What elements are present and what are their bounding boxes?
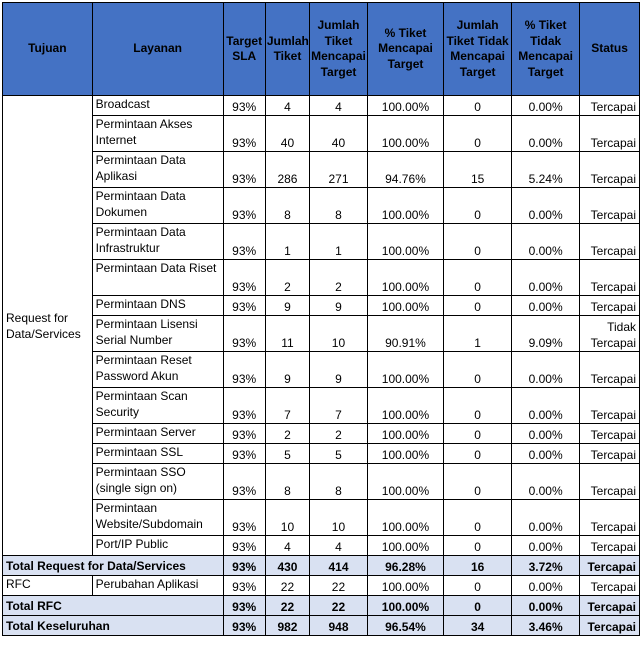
- tidak-cell: 0: [444, 260, 512, 296]
- sla-table: [2, 2, 640, 636]
- pct-mencapai-cell: 100.00%: [367, 224, 443, 260]
- total-rfc-row: [3, 596, 640, 616]
- pct-tidak-cell: 0.00%: [512, 464, 580, 500]
- sla-cell: 93%: [223, 388, 265, 424]
- tujuan-request: Request for Data/Services: [3, 96, 93, 556]
- tidak-cell: 0: [444, 116, 512, 152]
- pct-mencapai-cell: 100.00%: [367, 500, 443, 536]
- jumlah-cell: 22: [265, 576, 309, 596]
- sla-cell: 93%: [223, 596, 265, 616]
- pct-mencapai-cell: 94.76%: [367, 152, 443, 188]
- mencapai-cell: 1: [310, 224, 368, 260]
- sla-cell: 93%: [223, 556, 265, 576]
- header-pct-mencapai: % Tiket Mencapai Target: [367, 3, 443, 96]
- tidak-cell: 0: [444, 96, 512, 116]
- status-cell: Tercapai: [580, 576, 640, 596]
- mencapai-cell: 40: [310, 116, 368, 152]
- pct-tidak-cell: 0.00%: [512, 536, 580, 556]
- mencapai-cell: 22: [310, 596, 368, 616]
- jumlah-cell: 1: [265, 224, 309, 260]
- jumlah-cell: 7: [265, 388, 309, 424]
- table-row: [3, 224, 640, 260]
- jumlah-cell: 982: [265, 616, 309, 636]
- header-layanan: Layanan: [92, 3, 223, 96]
- total-request-row: [3, 556, 640, 576]
- layanan-cell: Permintaan Scan Security: [92, 388, 223, 424]
- status-cell: Tercapai: [580, 388, 640, 424]
- tidak-cell: 0: [444, 224, 512, 260]
- pct-tidak-cell: 0.00%: [512, 596, 580, 616]
- sla-cell: 93%: [223, 260, 265, 296]
- status-cell: Tercapai: [580, 596, 640, 616]
- table-row: [3, 116, 640, 152]
- table-row: [3, 576, 640, 596]
- total-label: Total RFC: [3, 596, 224, 616]
- tidak-cell: 0: [444, 296, 512, 316]
- pct-tidak-cell: 0.00%: [512, 188, 580, 224]
- pct-tidak-cell: 0.00%: [512, 224, 580, 260]
- tidak-cell: 0: [444, 188, 512, 224]
- layanan-cell: Permintaan Data Riset: [92, 260, 223, 296]
- layanan-cell: Permintaan Reset Password Akun: [92, 352, 223, 388]
- table-row: [3, 352, 640, 388]
- status-cell: Tercapai: [580, 96, 640, 116]
- tidak-cell: 16: [444, 556, 512, 576]
- table-row: [3, 96, 640, 116]
- table-row: [3, 296, 640, 316]
- mencapai-cell: 10: [310, 316, 368, 352]
- pct-mencapai-cell: 100.00%: [367, 596, 443, 616]
- status-cell: Tercapai: [580, 444, 640, 464]
- layanan-cell: Permintaan DNS: [92, 296, 223, 316]
- tidak-cell: 0: [444, 444, 512, 464]
- jumlah-cell: 9: [265, 352, 309, 388]
- pct-mencapai-cell: 100.00%: [367, 424, 443, 444]
- pct-tidak-cell: 0.00%: [512, 260, 580, 296]
- header-status: Status: [580, 3, 640, 96]
- jumlah-cell: 9: [265, 296, 309, 316]
- sla-cell: 93%: [223, 224, 265, 260]
- pct-mencapai-cell: 100.00%: [367, 352, 443, 388]
- pct-mencapai-cell: 100.00%: [367, 536, 443, 556]
- tidak-cell: 0: [444, 352, 512, 388]
- layanan-cell: Permintaan Website/Subdomain: [92, 500, 223, 536]
- pct-tidak-cell: 0.00%: [512, 444, 580, 464]
- jumlah-cell: 22: [265, 596, 309, 616]
- tidak-cell: 1: [444, 316, 512, 352]
- pct-tidak-cell: 0.00%: [512, 576, 580, 596]
- jumlah-cell: 4: [265, 536, 309, 556]
- table-row: [3, 388, 640, 424]
- status-cell: Tercapai: [580, 556, 640, 576]
- layanan-cell: Permintaan Server: [92, 424, 223, 444]
- jumlah-cell: 8: [265, 188, 309, 224]
- mencapai-cell: 5: [310, 444, 368, 464]
- pct-tidak-cell: 9.09%: [512, 316, 580, 352]
- status-cell: Tercapai: [580, 116, 640, 152]
- tidak-cell: 0: [444, 388, 512, 424]
- tidak-cell: 0: [444, 536, 512, 556]
- header-jumlah-tiket: Jumlah Tiket: [265, 3, 309, 96]
- sla-cell: 93%: [223, 464, 265, 500]
- mencapai-cell: 414: [310, 556, 368, 576]
- sla-cell: 93%: [223, 536, 265, 556]
- header-jumlah-mencapai: Jumlah Tiket Mencapai Target: [310, 3, 368, 96]
- jumlah-cell: 2: [265, 260, 309, 296]
- pct-mencapai-cell: 100.00%: [367, 116, 443, 152]
- tidak-cell: 34: [444, 616, 512, 636]
- tujuan-rfc: RFC: [3, 576, 93, 596]
- layanan-cell: Port/IP Public: [92, 536, 223, 556]
- header-row: [3, 3, 640, 96]
- mencapai-cell: 22: [310, 576, 368, 596]
- total-label: Total Request for Data/Services: [3, 556, 224, 576]
- table-row: [3, 444, 640, 464]
- status-cell: Tercapai: [580, 296, 640, 316]
- status-cell: Tercapai: [580, 224, 640, 260]
- layanan-cell: Perubahan Aplikasi: [92, 576, 223, 596]
- pct-mencapai-cell: 100.00%: [367, 576, 443, 596]
- status-cell: Tercapai: [580, 464, 640, 500]
- status-cell: Tercapai: [580, 188, 640, 224]
- layanan-cell: Permintaan Lisensi Serial Number: [92, 316, 223, 352]
- total-label: Total Keseluruhan: [3, 616, 224, 636]
- status-cell: Tercapai: [580, 260, 640, 296]
- mencapai-cell: 2: [310, 260, 368, 296]
- layanan-cell: Permintaan Akses Internet: [92, 116, 223, 152]
- jumlah-cell: 10: [265, 500, 309, 536]
- table-row: [3, 464, 640, 500]
- status-cell: Tercapai: [580, 500, 640, 536]
- pct-tidak-cell: 5.24%: [512, 152, 580, 188]
- pct-mencapai-cell: 90.91%: [367, 316, 443, 352]
- jumlah-cell: 286: [265, 152, 309, 188]
- pct-tidak-cell: 0.00%: [512, 500, 580, 536]
- tidak-cell: 0: [444, 500, 512, 536]
- jumlah-cell: 5: [265, 444, 309, 464]
- status-cell: Tercapai: [580, 424, 640, 444]
- mencapai-cell: 10: [310, 500, 368, 536]
- pct-tidak-cell: 0.00%: [512, 388, 580, 424]
- pct-tidak-cell: 3.72%: [512, 556, 580, 576]
- layanan-cell: Broadcast: [92, 96, 223, 116]
- sla-cell: 93%: [223, 576, 265, 596]
- status-cell: Tercapai: [580, 616, 640, 636]
- jumlah-cell: 430: [265, 556, 309, 576]
- pct-tidak-cell: 0.00%: [512, 296, 580, 316]
- pct-mencapai-cell: 100.00%: [367, 260, 443, 296]
- layanan-cell: Permintaan Data Aplikasi: [92, 152, 223, 188]
- table-row: [3, 316, 640, 352]
- header-tujuan: Tujuan: [3, 3, 93, 96]
- header-pct-tidak: % Tiket Tidak Mencapai Target: [512, 3, 580, 96]
- pct-mencapai-cell: 100.00%: [367, 464, 443, 500]
- pct-tidak-cell: 0.00%: [512, 116, 580, 152]
- sla-cell: 93%: [223, 352, 265, 388]
- pct-tidak-cell: 0.00%: [512, 352, 580, 388]
- sla-cell: 93%: [223, 424, 265, 444]
- pct-mencapai-cell: 100.00%: [367, 188, 443, 224]
- mencapai-cell: 4: [310, 96, 368, 116]
- mencapai-cell: 9: [310, 352, 368, 388]
- sla-cell: 93%: [223, 444, 265, 464]
- pct-mencapai-cell: 96.54%: [367, 616, 443, 636]
- tidak-cell: 0: [444, 424, 512, 444]
- mencapai-cell: 2: [310, 424, 368, 444]
- jumlah-cell: 40: [265, 116, 309, 152]
- sla-cell: 93%: [223, 96, 265, 116]
- status-cell: Tercapai: [580, 352, 640, 388]
- table-row: [3, 260, 640, 296]
- pct-mencapai-cell: 100.00%: [367, 96, 443, 116]
- pct-tidak-cell: 0.00%: [512, 96, 580, 116]
- header-target-sla: Target SLA: [223, 3, 265, 96]
- status-cell: Tidak Tercapai: [580, 316, 640, 352]
- mencapai-cell: 8: [310, 464, 368, 500]
- jumlah-cell: 4: [265, 96, 309, 116]
- pct-mencapai-cell: 96.28%: [367, 556, 443, 576]
- mencapai-cell: 8: [310, 188, 368, 224]
- pct-tidak-cell: 3.46%: [512, 616, 580, 636]
- sla-cell: 93%: [223, 616, 265, 636]
- status-cell: Tercapai: [580, 152, 640, 188]
- tidak-cell: 0: [444, 576, 512, 596]
- layanan-cell: Permintaan Data Dokumen: [92, 188, 223, 224]
- mencapai-cell: 7: [310, 388, 368, 424]
- sla-cell: 93%: [223, 500, 265, 536]
- table-row: [3, 500, 640, 536]
- table-row: [3, 424, 640, 444]
- jumlah-cell: 8: [265, 464, 309, 500]
- grand-total-row: [3, 616, 640, 636]
- layanan-cell: Permintaan SSL: [92, 444, 223, 464]
- table-row: [3, 536, 640, 556]
- sla-cell: 93%: [223, 316, 265, 352]
- sla-cell: 93%: [223, 188, 265, 224]
- mencapai-cell: 271: [310, 152, 368, 188]
- mencapai-cell: 948: [310, 616, 368, 636]
- header-jumlah-tidak: Jumlah Tiket Tidak Mencapai Target: [444, 3, 512, 96]
- mencapai-cell: 9: [310, 296, 368, 316]
- tidak-cell: 0: [444, 596, 512, 616]
- pct-mencapai-cell: 100.00%: [367, 296, 443, 316]
- layanan-cell: Permintaan SSO (single sign on): [92, 464, 223, 500]
- pct-tidak-cell: 0.00%: [512, 424, 580, 444]
- sla-cell: 93%: [223, 116, 265, 152]
- mencapai-cell: 4: [310, 536, 368, 556]
- status-cell: Tercapai: [580, 536, 640, 556]
- table-row: [3, 152, 640, 188]
- pct-mencapai-cell: 100.00%: [367, 388, 443, 424]
- sla-cell: 93%: [223, 296, 265, 316]
- jumlah-cell: 2: [265, 424, 309, 444]
- table-row: [3, 188, 640, 224]
- pct-mencapai-cell: 100.00%: [367, 444, 443, 464]
- jumlah-cell: 11: [265, 316, 309, 352]
- tidak-cell: 15: [444, 152, 512, 188]
- sla-cell: 93%: [223, 152, 265, 188]
- layanan-cell: Permintaan Data Infrastruktur: [92, 224, 223, 260]
- tidak-cell: 0: [444, 464, 512, 500]
